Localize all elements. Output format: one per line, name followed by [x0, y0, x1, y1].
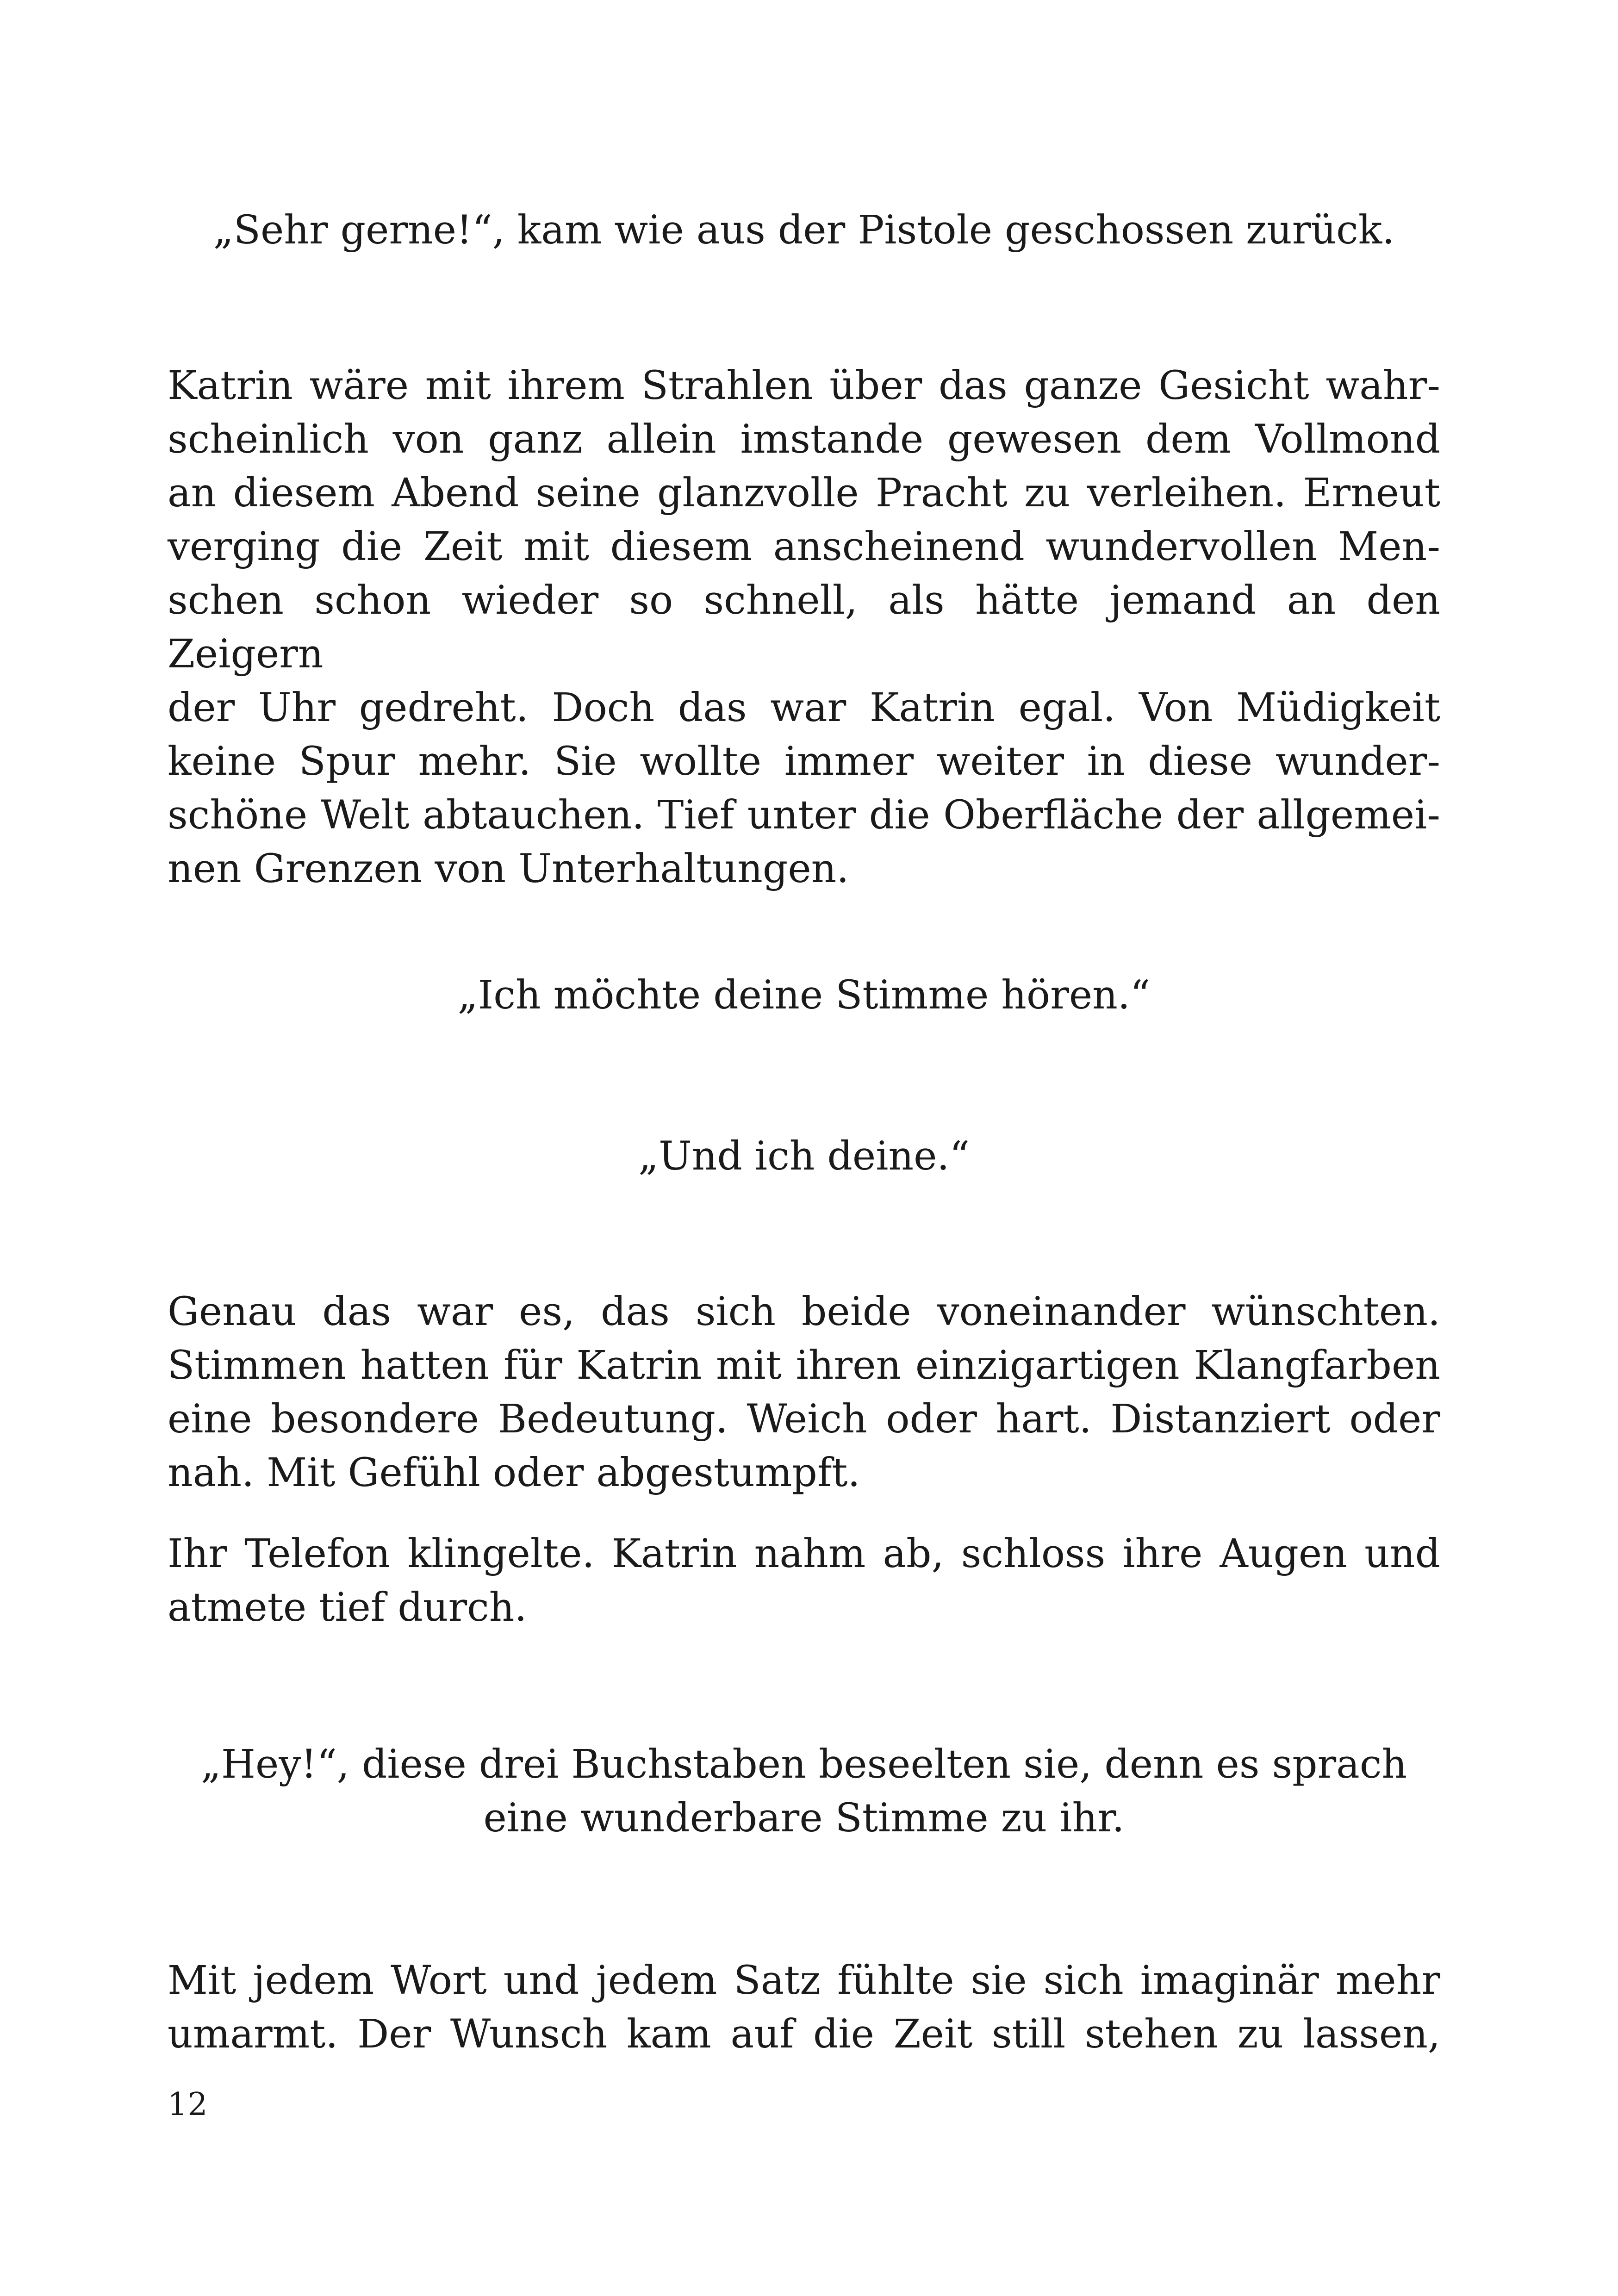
text-line: verging die Zeit mit diesem anscheinend wundervollen Men- — [168, 524, 1440, 570]
page-number: 12 — [168, 2086, 208, 2123]
text-line: Stimmen hatten für Katrin mit ihren einzigartigen Klangfarben — [168, 1343, 1440, 1388]
text-line: Mit jedem Wort und jedem Satz fühlte sie sich imaginär mehr — [168, 1958, 1440, 2004]
text-line: Genau das war es, das sich beide voneinander wünschten. — [168, 1289, 1440, 1335]
text-line: nen Grenzen von Unterhaltungen. — [168, 846, 849, 892]
text-line: „Ich möchte deine Stimme hören.“ — [457, 972, 1151, 1018]
narrative-paragraph — [168, 1954, 1440, 2061]
centered-dialogue-paragraph — [168, 1130, 1440, 1183]
narrative-paragraph — [168, 1527, 1440, 1635]
text-line: eine wunderbare Stimme zu ihr. — [483, 1795, 1125, 1841]
centered-dialogue-paragraph — [168, 204, 1440, 257]
text-line: schöne Welt abtauchen. Tief unter die Oberfläche der allgemei- — [168, 792, 1440, 838]
narrative-paragraph — [168, 359, 1440, 896]
text-line: der Uhr gedreht. Doch das war Katrin egal. Von Müdigkeit — [168, 685, 1440, 731]
text-line: atmete tief durch. — [168, 1585, 527, 1630]
text-line: schen schon wieder so schnell, als hätte jemand an den Zeigern — [168, 578, 1440, 677]
text-line: eine besondere Bedeutung. Weich oder hart. Distanziert oder — [168, 1396, 1440, 1442]
text-line: keine Spur mehr. Sie wollte immer weiter in diese wunder- — [168, 739, 1440, 784]
text-line: Katrin wäre mit ihrem Strahlen über das ganze Gesicht wahr- — [168, 363, 1440, 409]
text-line: „Und ich deine.“ — [638, 1133, 970, 1179]
text-line: an diesem Abend seine glanzvolle Pracht zu verleihen. Erneut — [168, 470, 1440, 516]
narrative-paragraph — [168, 1285, 1440, 1500]
text-line: „Sehr gerne!“, kam wie aus der Pistole geschossen zurück. — [213, 207, 1395, 253]
text-line: umarmt. Der Wunsch kam auf die Zeit still stehen zu lassen, — [168, 2011, 1440, 2057]
text-line: nah. Mit Gefühl oder abgestumpft. — [168, 1450, 860, 1496]
text-line: Ihr Telefon klingelte. Katrin nahm ab, schloss ihre Augen und — [168, 1531, 1440, 1577]
centered-dialogue-paragraph — [168, 969, 1440, 1022]
text-line: scheinlich von ganz allein imstande gewesen dem Vollmond — [168, 417, 1440, 462]
text-line: „Hey!“, diese drei Buchstaben beseelten sie, denn es sprach — [200, 1742, 1407, 1787]
centered-dialogue-paragraph — [168, 1738, 1440, 1845]
